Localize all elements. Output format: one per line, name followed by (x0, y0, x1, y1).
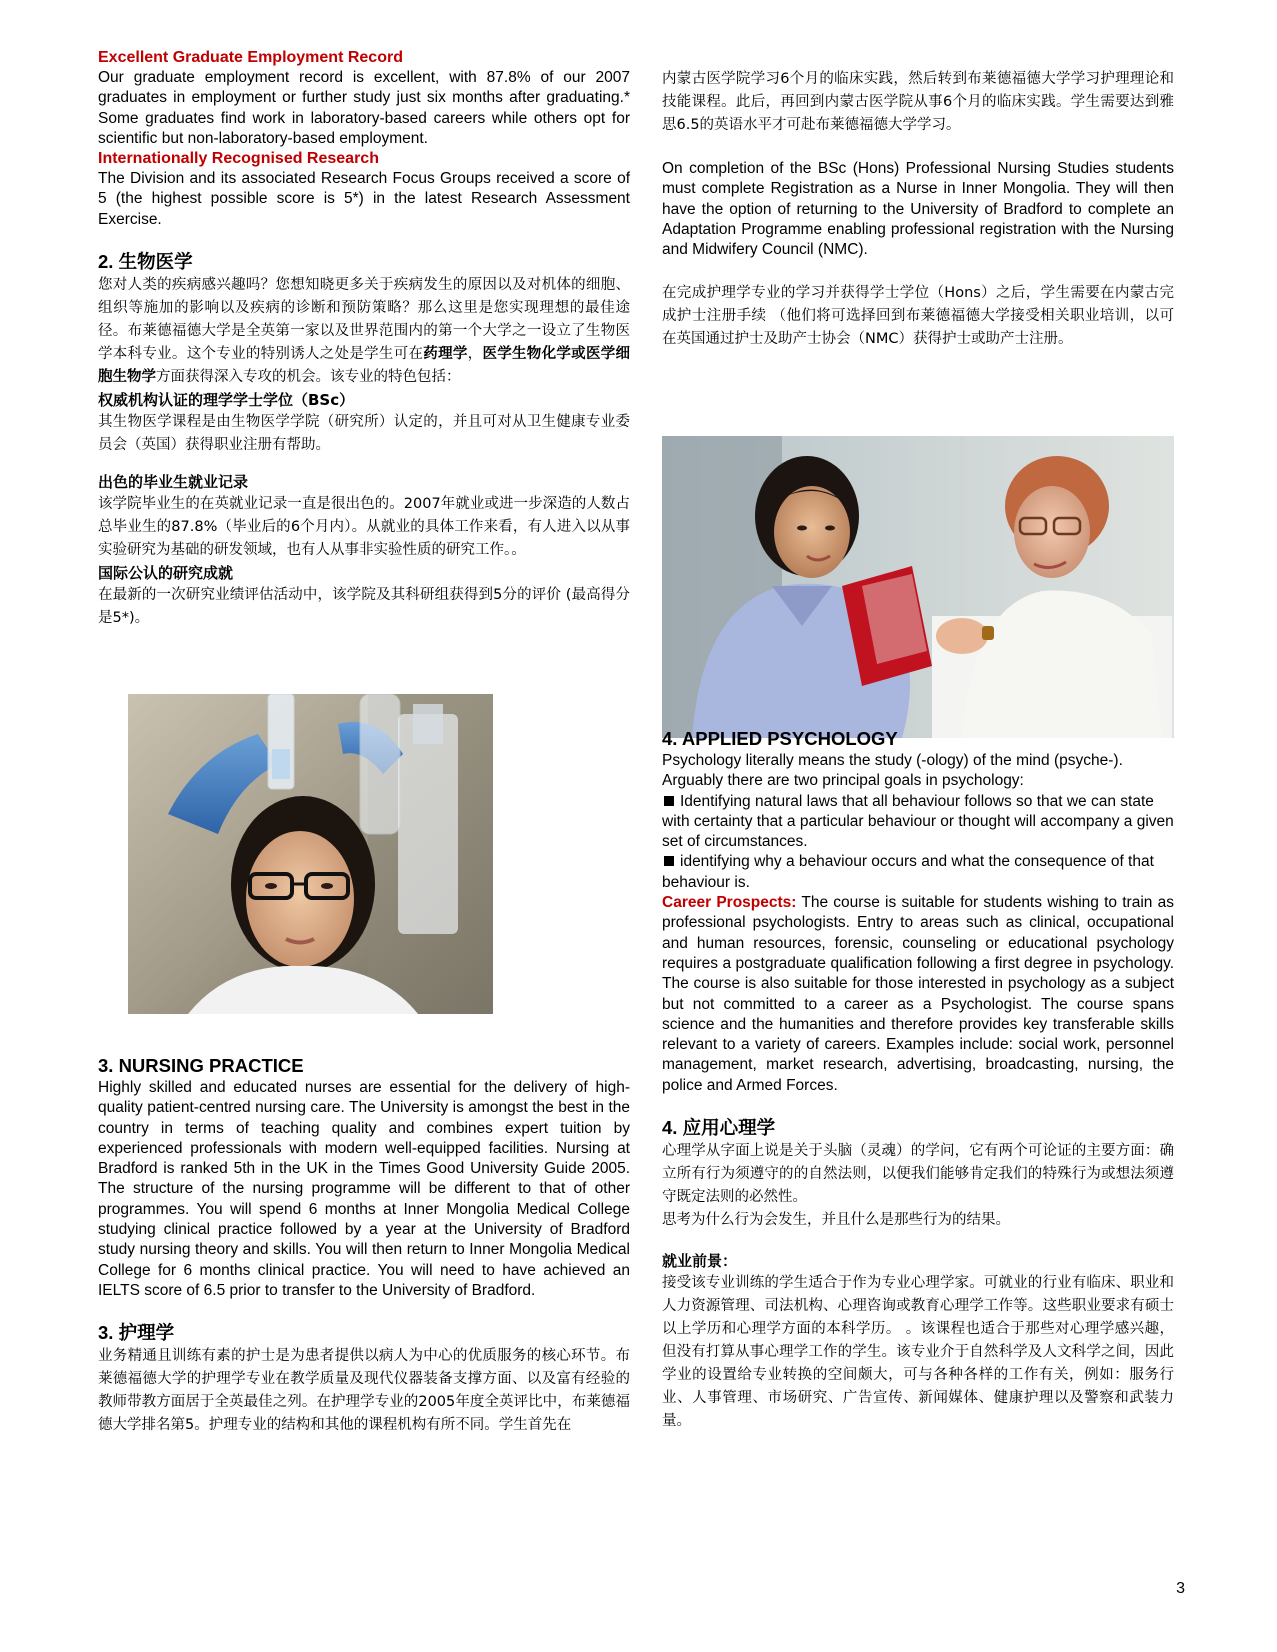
section-4-title: 4. APPLIED PSYCHOLOGY (662, 728, 898, 749)
section-4-bullet-1: Identifying natural laws that all behaviour follows so that we can state with certainty that a particular behaviour or thought will accompany a given set of circumstances. (662, 792, 1174, 851)
section-3-zh-paragraph: 业务精通且训练有素的护士是为患者提供以病人为中心的优质服务的核心环节。布莱德福德大学的护理学专业在教学质量及现代仪器装备支撑方面、以及富有经验的教师带教方面居于全英最佳之列。在护理学专业的2005年度全英评比中，布莱德福德大学排名第5。护理专业的结构和其他的课程机构有所不同。学生首先在 (98, 1348, 630, 1434)
page-number: 3 (1176, 1580, 1185, 1597)
section-4-zh-subheading-career: 就业前景： (662, 1252, 738, 1271)
psychology-section (662, 727, 1174, 1433)
section-2-subheading-research: 国际公认的研究成就 (98, 564, 234, 583)
section-2-paragraph-research: 在最新的一次研究业绩评估活动中，该学院及其科研组获得到5分的评价 (最高得分是5*)。 (98, 587, 630, 627)
heading-employment-record: Excellent Graduate Employment Record (98, 49, 403, 66)
section-2-paragraph-employment: 该学院毕业生的在英就业记录一直是很出色的。2007年就业或进一步深造的人数占总毕业生的87.8%（毕业后的6个月内）。从就业的具体工作来看，有人进入以从事实验研究为基础的研发领域，也有人从事非实验性质的研究工作。。 (98, 496, 630, 559)
section-4-bullet-2: identifying why a behaviour occurs and what the consequence of that behaviour is. (662, 853, 1154, 891)
section-2-subheading-bsc: 权威机构认证的理学学士学位（BSc） (98, 391, 355, 410)
lab-student-photo (128, 694, 493, 1014)
section-4-zh-paragraph-2: 思考为什么行为会发生，并且什么是那些行为的结果。 (662, 1212, 1010, 1229)
right-column-top (662, 68, 1174, 351)
section-2-title: 2. 生物医学 (98, 251, 193, 273)
nursing-completion-paragraph: On completion of the BSc (Hons) Professional Nursing Studies students must complete Registration as a Nurse in Inner Mongolia. They will then have the option of returning to the University of Bradford to complete an Adaptation Programme enabling professional registration with the Nursing and Midwifery Council (NMC). (662, 160, 1174, 259)
section-3-paragraph: Highly skilled and educated nurses are essential for the delivery of high-quality patient-centred nursing care. The University is amongst the best in the country in terms of teaching quality and combines expert tuition by experienced professionals with modern well-equipped facilities. Nursing at Bradford is ranked 5th in the UK in the Times Good University Guide 2005. The structure of the nursing programme will be different to that of other programmes. You will spend 6 months at Inner Mongolia Medical College studying clinical practice followed by a year at the University of Bradford study nursing theory and skills. You will then return to Inner Mongolia Medical College for 6 months clinical practice. You will need to have achieved an IELTS score of 6.5 prior to transfer to the University of Bradford. (98, 1079, 630, 1299)
section-2-intro: 您对人类的疾病感兴趣吗？您想知晓更多关于疾病发生的原因以及对机体的细胞、组织等施加的影响以及疾病的诊断和预防策略？那么这里是您实现理想的最佳途径。布莱德福德大学是全英第一家以及世界范围内的第一个大学之一设立了生物医学本科专业。这个专业的特别诱人之处是学生可在药理学，医学生物化学或医学细胞生物学方面获得深入专攻的机会。该专业的特色包括： (98, 277, 631, 386)
section-2-paragraph-bsc: 其生物医学课程是由生物医学学院（研究所）认定的，并且可对从卫生健康专业委员会（英国）获得职业注册有帮助。 (98, 414, 630, 454)
nursing-completion-zh-paragraph: 在完成护理学专业的学习并获得学士学位（Hons）之后，学生需要在内蒙古完成护士注册手续 （他们将可选择回到布莱德福德大学接受相关职业培训，以可在英国通过护士及助产士协会（NMC）获得护士或助产士注册。 (662, 285, 1174, 348)
lab-photo-illustration (128, 694, 493, 1014)
square-bullet-icon (664, 856, 674, 866)
section-2-subheading-employment: 出色的毕业生就业记录 (98, 473, 249, 492)
section-3-title: 3. NURSING PRACTICE (98, 1055, 304, 1076)
section-4-intro: Psychology literally means the study (-ology) of the mind (psyche-). Arguably there are two principal goals in psychology: (662, 752, 1123, 790)
nurse-patient-photo (662, 436, 1174, 738)
section-3-zh-title: 3. 护理学 (98, 1322, 175, 1344)
nursing-zh-continued: 内蒙古医学院学习6个月的临床实践，然后转到布莱德福德大学学习护理理论和技能课程。此后，再回到内蒙古医学院从事6个月的临床实践。学生需要达到雅思6.5的英语水平才可赴布莱德福德大学学习。 (662, 71, 1174, 133)
heading-recognised-research: Internationally Recognised Research (98, 150, 379, 168)
square-bullet-icon (664, 796, 674, 806)
left-column (98, 48, 630, 630)
section-4-career-prospects: Career Prospects: The course is suitable for students wishing to train as professional psychologists. Entry to areas such as clinical, occupational and human resources, forensic, counseling or educational psychology requires a postgraduate qualification following a first degree in psychology. The course is also suitable for those interested in psychology as a subject but not committed to a career as a Psychologist. The course spans science and the humanities and therefore provides key transferable skills relevant to a variety of careers. Examples include: social work, personnel management, market research, advertising, broadcasting, nursing, the police and Armed Forces. (662, 894, 1174, 1094)
nursing-section-left (98, 1054, 630, 1437)
paragraph-recognised-research: The Division and its associated Research Focus Groups received a score of 5 (the highest possible score is 5*) in the latest Research Assessment Exercise. (98, 170, 630, 228)
nurse-photo-illustration (662, 436, 1174, 738)
paragraph-employment-record: Our graduate employment record is excellent, with 87.8% of our 2007 graduates in employment or further study just six months after graduating.* Some graduates find work in laboratory-based careers while others opt for scientific but non-laboratory-based employment. (98, 69, 630, 147)
section-4-zh-paragraph-1: 心理学从字面上说是关于头脑（灵魂）的学问，它有两个可论证的主要方面：确立所有行为须遵守的的自然法则，以便我们能够肯定我们的特殊行为或想法须遵守既定法则的必然性。 (662, 1143, 1174, 1206)
section-4-zh-title: 4. 应用心理学 (662, 1117, 776, 1139)
section-4-zh-paragraph-career: 接受该专业训练的学生适合于作为专业心理学家。可就业的行业有临床、职业和人力资源管理、司法机构、心理咨询或教育心理学工作等。这些职业要求有硕士以上学历和心理学方面的本科学历。 。该课程也适合于那些对心理学感兴趣，但没有打算从事心理学工作的学生。该专业介于自然科学及人文科学之间，因此学业的设置给专业转换的空间颇大，可与各种各样的工作有关，例如：服务行业、人事管理、市场研究、广告宣传、新闻媒体、健康护理以及警察和武装力量。 (662, 1275, 1174, 1430)
